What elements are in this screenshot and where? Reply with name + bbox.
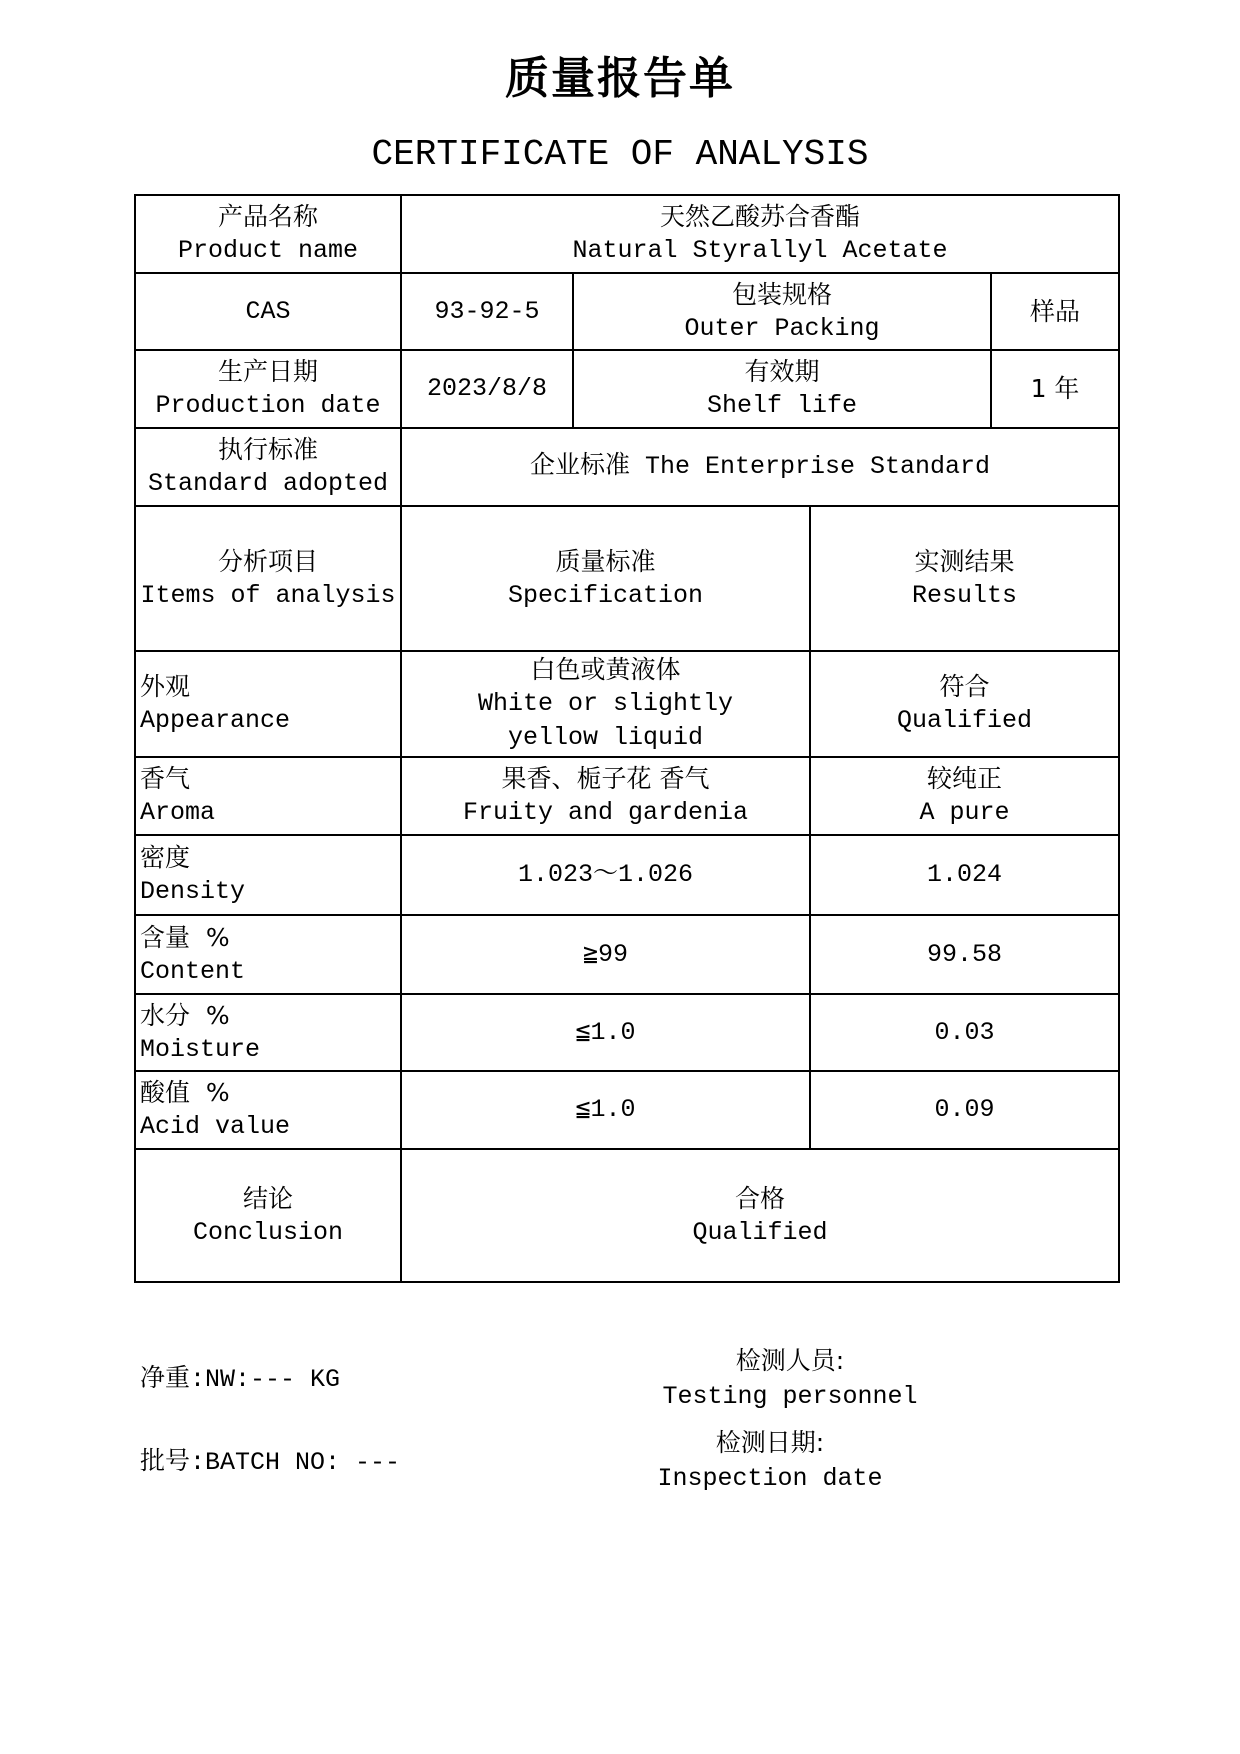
header-items-en: Items of analysis — [140, 580, 396, 610]
result-cn: 较纯正 — [926, 764, 1002, 793]
header-results-en: Results — [911, 580, 1018, 610]
spec-cn: 果香、栀子花 香气 — [501, 764, 710, 793]
table-row-appearance-item — [134, 650, 402, 758]
table-row-acid-item — [134, 1070, 402, 1150]
product-name-value-en: Natural Styrallyl Acetate — [572, 236, 948, 265]
outer-packing-label-cell — [572, 272, 992, 351]
table-row-appearance-spec — [400, 650, 811, 758]
header-spec-cell — [400, 505, 811, 652]
product-name-label-cell — [134, 194, 402, 274]
batch-number — [140, 1445, 400, 1481]
spec-value: 1.023～1.026 — [517, 860, 694, 889]
inspection-date-en: Inspection date — [657, 1464, 883, 1493]
product-name-label-en: Product name — [177, 236, 359, 265]
item-en: Density — [140, 877, 246, 906]
result-cn: 符合 — [939, 672, 990, 701]
production-date-value-cell — [400, 349, 574, 429]
conclusion-value-cell — [400, 1148, 1120, 1283]
table-row-content-item — [134, 914, 402, 995]
page-title-en: CERTIFICATE OF ANALYSIS — [371, 134, 869, 175]
inspection-date-cn: 检测日期: — [715, 1428, 825, 1457]
outer-packing-label-en: Outer Packing — [684, 313, 880, 343]
table-row-density-spec — [400, 834, 811, 916]
standard-label-cell — [134, 427, 402, 507]
inspection-date — [620, 1425, 920, 1497]
conclusion-label-cn: 结论 — [242, 1183, 293, 1213]
header-items-cn: 分析项目 — [217, 546, 318, 576]
table-row-aroma-item — [134, 756, 402, 836]
testing-personnel — [640, 1343, 940, 1415]
result-en: Qualified — [896, 706, 1033, 735]
shelf-life-value: 1 年 — [1030, 374, 1080, 403]
production-date-label-cell — [134, 349, 402, 429]
cas-value-cell — [400, 272, 574, 351]
table-row-appearance-result — [809, 650, 1120, 758]
standard-label-en: Standard adopted — [147, 469, 389, 498]
item-en: Acid value — [140, 1112, 291, 1141]
item-cn: 密度 — [140, 843, 191, 872]
spec-value: ≦1.0 — [575, 1095, 636, 1124]
table-row-acid-result — [809, 1070, 1120, 1150]
table-row-density-item — [134, 834, 402, 916]
item-cn: 香气 — [140, 764, 191, 793]
item-cn: 酸值 % — [140, 1078, 230, 1107]
table-row-aroma-result — [809, 756, 1120, 836]
result-value: 1.024 — [926, 860, 1002, 889]
table-row-moisture-spec — [400, 993, 811, 1072]
net-weight — [140, 1362, 340, 1398]
spec-en: White or slightly yellow liquid — [477, 689, 734, 752]
standard-label-cn: 执行标准 — [217, 435, 318, 464]
item-en: Moisture — [140, 1034, 261, 1064]
header-results-cn: 实测结果 — [914, 546, 1015, 576]
product-name-value-cn: 天然乙酸苏合香酯 — [659, 202, 860, 231]
item-en: Aroma — [140, 798, 216, 827]
item-cn: 水分 % — [140, 1000, 230, 1030]
batch-number-text: 批号:BATCH NO: --- — [140, 1448, 401, 1477]
product-name-value-cell — [400, 194, 1120, 274]
spec-value: ≧99 — [582, 939, 629, 969]
page-title-cn: 质量报告单 — [505, 53, 735, 104]
item-cn: 含量 % — [140, 922, 230, 952]
cas-label: CAS — [245, 296, 291, 326]
header-results-cell — [809, 505, 1120, 652]
result-en: A pure — [919, 798, 1010, 827]
table-row-moisture-item — [134, 993, 402, 1072]
item-en: Appearance — [140, 706, 291, 735]
outer-packing-label-cn: 包装规格 — [731, 279, 832, 309]
header-spec-en: Specification — [507, 580, 704, 610]
table-row-content-result — [809, 914, 1120, 995]
table-row-moisture-result — [809, 993, 1120, 1072]
item-cn: 外观 — [140, 672, 191, 701]
header-items-cell — [134, 505, 402, 652]
result-value: 0.09 — [934, 1095, 995, 1124]
result-value: 0.03 — [934, 1017, 995, 1047]
outer-packing-value: 样品 — [1029, 296, 1080, 326]
net-weight-text: 净重:NW:--- KG — [140, 1365, 341, 1394]
shelf-life-label-cn: 有效期 — [744, 357, 820, 386]
spec-value: ≦1.0 — [575, 1017, 636, 1047]
conclusion-value-en: Qualified — [692, 1217, 828, 1247]
testing-personnel-en: Testing personnel — [662, 1382, 918, 1411]
standard-value-cell — [400, 427, 1120, 507]
shelf-life-value-cell — [990, 349, 1120, 429]
production-date-label-en: Production date — [155, 391, 381, 420]
cas-value: 93-92-5 — [434, 296, 540, 326]
shelf-life-label-cell — [572, 349, 992, 429]
table-row-aroma-spec — [400, 756, 811, 836]
item-en: Content — [140, 956, 246, 986]
spec-cn: 白色或黄液体 — [530, 655, 681, 684]
standard-value: 企业标准 The Enterprise Standard — [529, 452, 991, 481]
table-row-density-result — [809, 834, 1120, 916]
product-name-label-cn: 产品名称 — [217, 202, 318, 231]
testing-personnel-cn: 检测人员: — [735, 1346, 845, 1375]
production-date-label-cn: 生产日期 — [217, 357, 318, 386]
conclusion-label-cell — [134, 1148, 402, 1283]
shelf-life-label-en: Shelf life — [706, 391, 858, 420]
outer-packing-value-cell — [990, 272, 1120, 351]
cas-label-cell — [134, 272, 402, 351]
result-value: 99.58 — [926, 939, 1002, 969]
production-date-value: 2023/8/8 — [426, 374, 548, 403]
conclusion-value-cn: 合格 — [734, 1183, 785, 1213]
table-row-content-spec — [400, 914, 811, 995]
table-row-acid-spec — [400, 1070, 811, 1150]
conclusion-label-en: Conclusion — [192, 1217, 344, 1247]
header-spec-cn: 质量标准 — [555, 546, 656, 576]
spec-en: Fruity and gardenia — [462, 798, 749, 827]
